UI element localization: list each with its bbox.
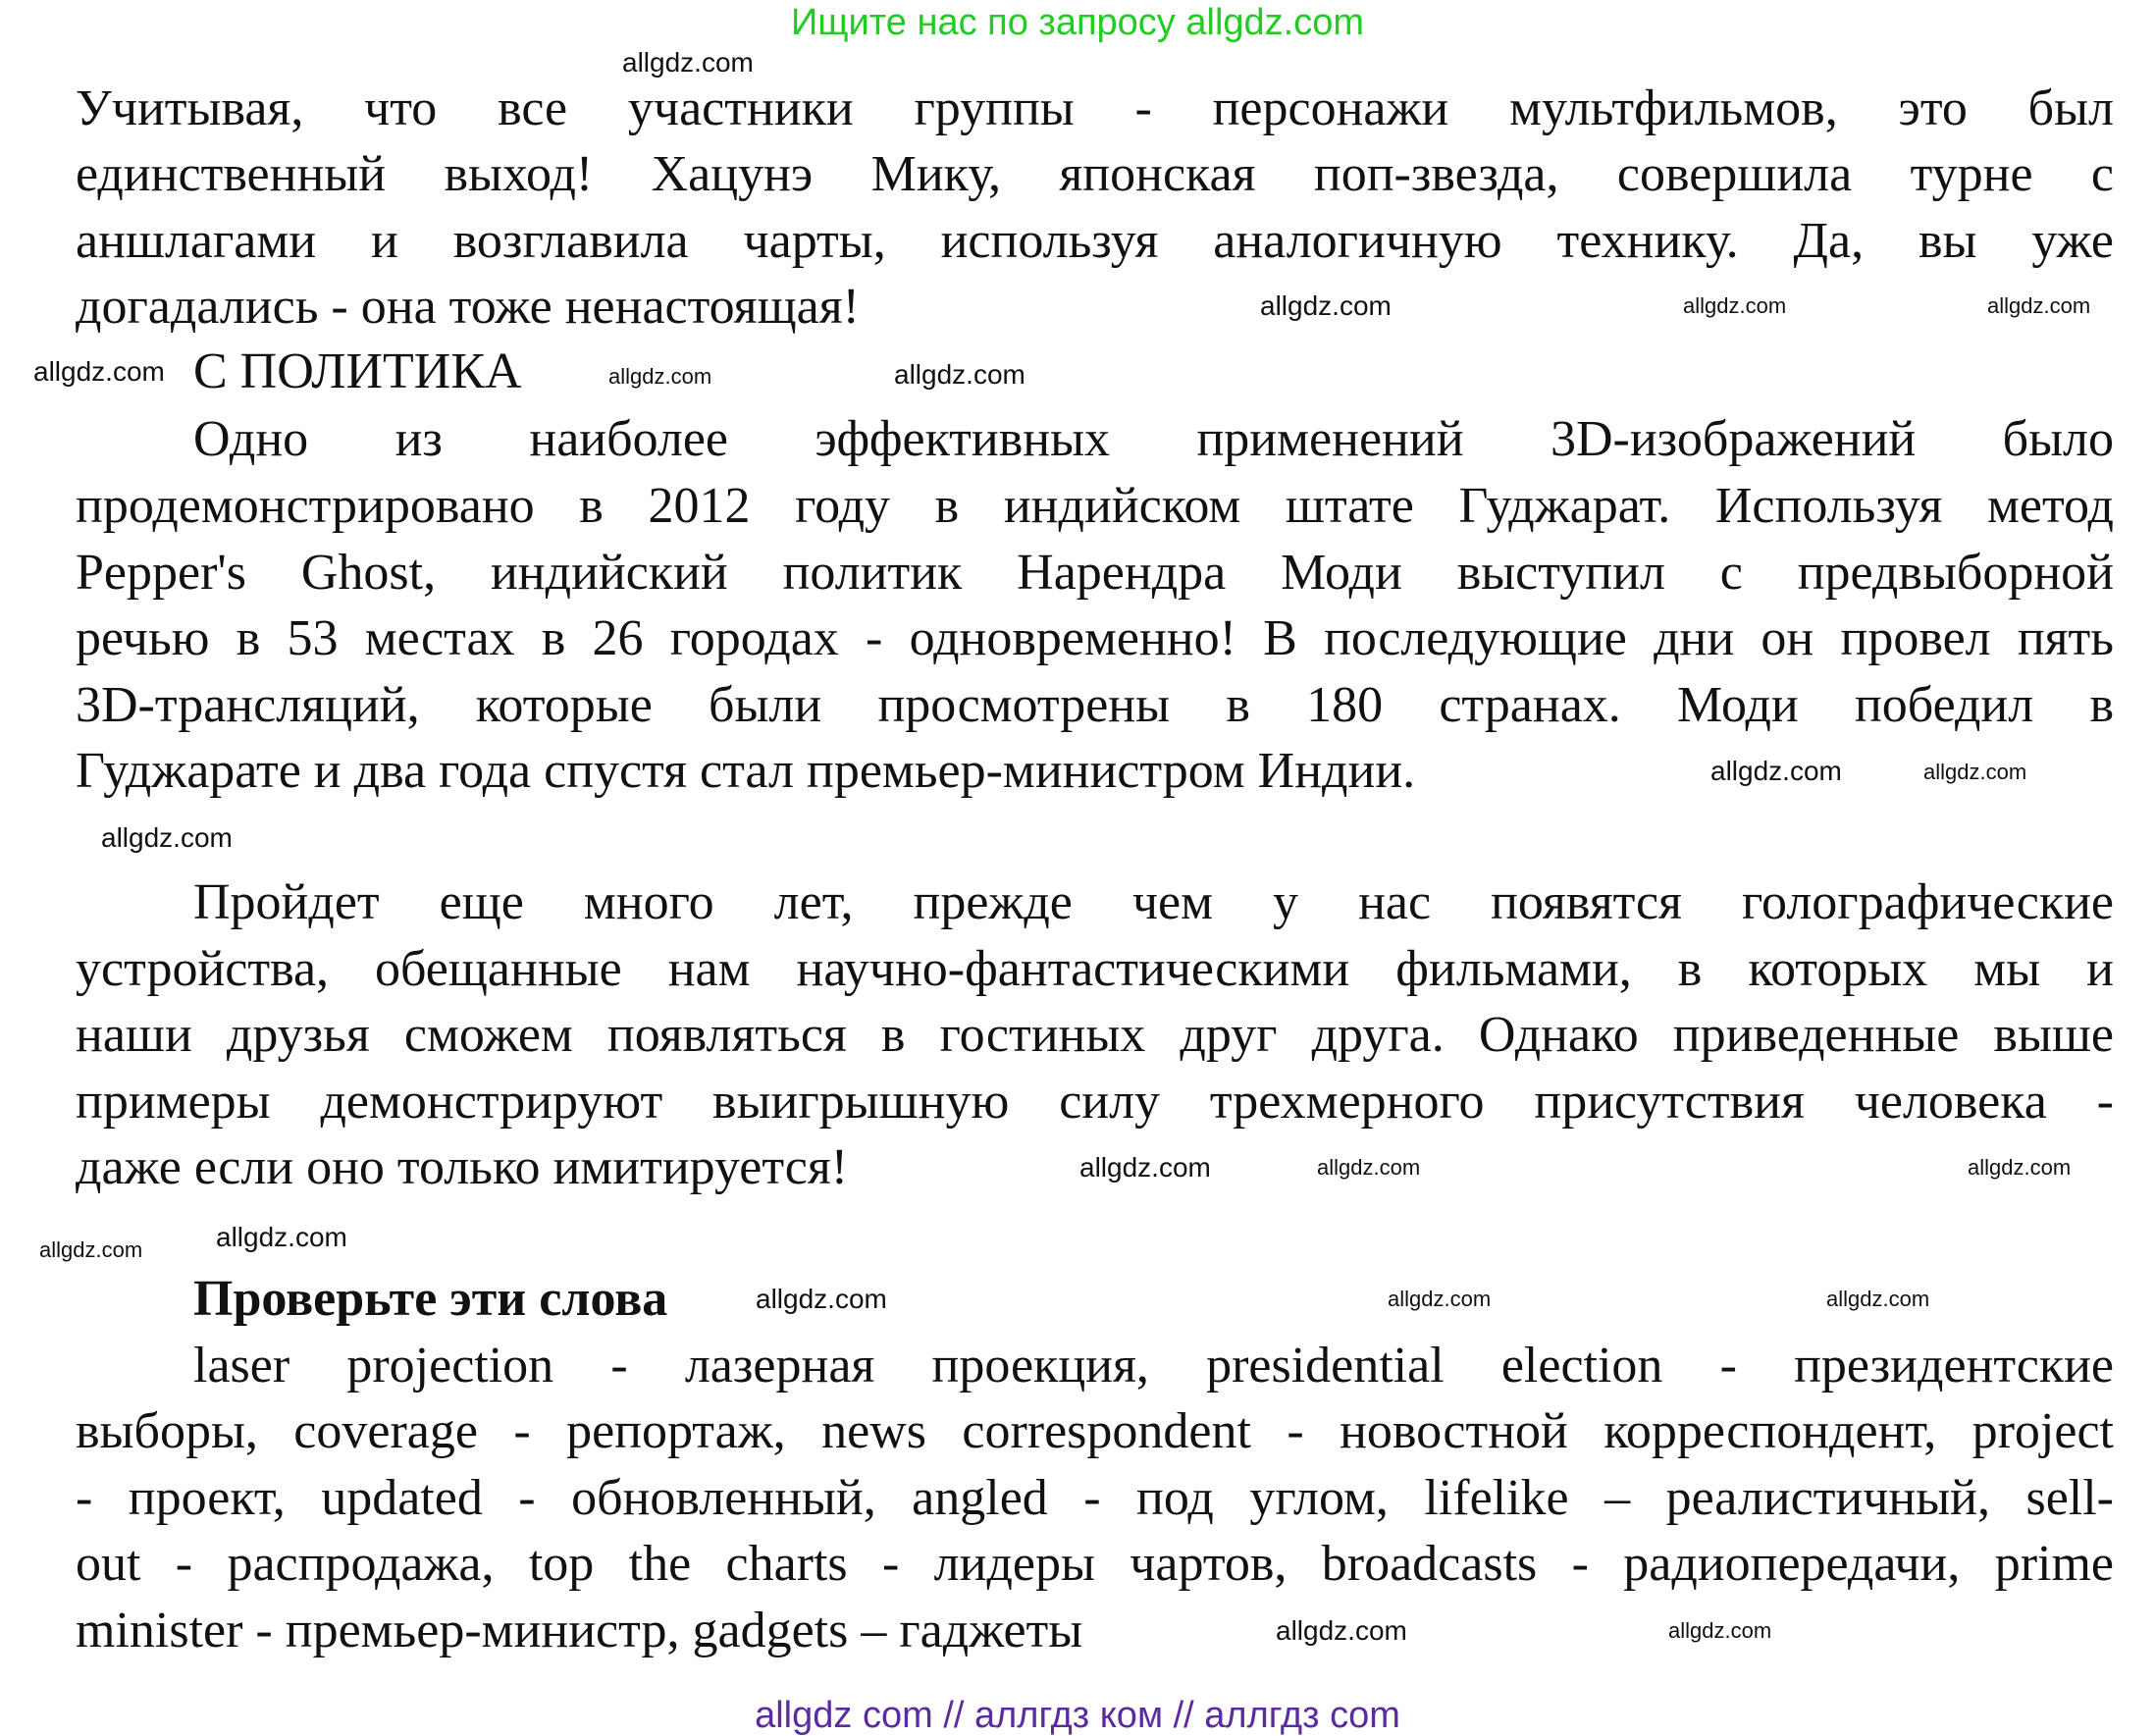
watermark: allgdz.com [1987, 293, 2091, 318]
paragraph-2-line: 3D-трансляций, которые были просмотрены в 180 странах. Моди победил в [76, 677, 2114, 733]
watermark: allgdz.com [33, 356, 165, 387]
paragraph-4-line: выборы, coverage - репортаж, news correspondent - новостной корреспондент, project [76, 1403, 2114, 1459]
watermark: allgdz.com [1683, 293, 1787, 318]
watermark: allgdz.com [1968, 1155, 2072, 1180]
watermark: allgdz.com [1710, 756, 1842, 786]
paragraph-1-line: Учитывая, что все участники группы - персонажи мультфильмов, это был [76, 80, 2114, 136]
paragraph-3-line: даже если оно только имитируется! [76, 1139, 849, 1195]
paragraph-1-line: единственный выход! Хацунэ Мику, японская поп-звезда, совершила турне с [76, 146, 2114, 202]
paragraph-3-line: наши друзья сможем появляться в гостиных друг друга. Однако приведенные выше [76, 1007, 2114, 1063]
watermark: allgdz.com [216, 1222, 347, 1252]
paragraph-3-line: примеры демонстрируют выигрышную силу трехмерного присутствия человека - [76, 1074, 2114, 1130]
section-title: С ПОЛИТИКА [193, 343, 522, 399]
paragraph-2-line: Гуджарате и два года спустя стал премьер-министром Индии. [76, 743, 1416, 799]
paragraph-4-line: - проект, updated - обновленный, angled - под углом, lifelike – реалистичный, sell- [76, 1470, 2114, 1526]
watermark: allgdz.com [39, 1237, 143, 1262]
paragraph-4-line: out - распродажа, top the charts - лидеры чартов, broadcasts - радиопередачи, prime [76, 1536, 2114, 1592]
paragraph-1-line: аншлагами и возглавила чарты, используя аналогичную технику. Да, вы уже [76, 213, 2114, 269]
paragraph-4-line: laser projection - лазерная проекция, presidential election - президентские [193, 1338, 2114, 1394]
paragraph-2-line: речью в 53 местах в 26 городах - одновременно! В последующие дни он провел пять [76, 610, 2114, 666]
watermark: allgdz.com [1317, 1155, 1421, 1180]
watermark: allgdz.com [622, 47, 754, 78]
watermark: allgdz.com [1826, 1287, 1930, 1311]
watermark: allgdz.com [1079, 1152, 1211, 1183]
paragraph-2-line: продемонстрировано в 2012 году в индийском штате Гуджарат. Используя метод [76, 478, 2114, 534]
paragraph-3-line: устройства, обещанные нам научно-фантастическими фильмами, в которых мы и [76, 941, 2114, 997]
watermark: allgdz.com [894, 359, 1025, 390]
watermark: allgdz.com [756, 1284, 887, 1314]
watermark: allgdz.com [1260, 290, 1392, 321]
paragraph-2-line: Pepper's Ghost, индийский политик Нарендра Моди выступил с предвыборной [76, 545, 2114, 601]
watermark: allgdz.com [1276, 1615, 1407, 1646]
watermark: allgdz.com [1388, 1287, 1492, 1311]
paragraph-2-line: Одно из наиболее эффективных применений 3D-изображений было [193, 411, 2114, 467]
paragraph-3-line: Пройдет еще много лет, прежде чем у нас появятся голографические [193, 874, 2114, 930]
footer-watermark: allgdz com // аллгдз ком // аллгдз com [755, 1695, 1400, 1736]
vocab-title: Проверьте эти слова [193, 1271, 668, 1327]
paragraph-1-line: догадались - она тоже ненастоящая! [76, 279, 860, 335]
watermark: allgdz.com [1668, 1618, 1772, 1643]
watermark: allgdz.com [608, 364, 712, 389]
top-search-banner: Ищите нас по запросу allgdz.com [790, 2, 1364, 43]
watermark: allgdz.com [1923, 760, 2027, 784]
watermark: allgdz.com [101, 822, 233, 853]
paragraph-4-line: minister - премьер-министр, gadgets – гаджеты [76, 1603, 1083, 1658]
